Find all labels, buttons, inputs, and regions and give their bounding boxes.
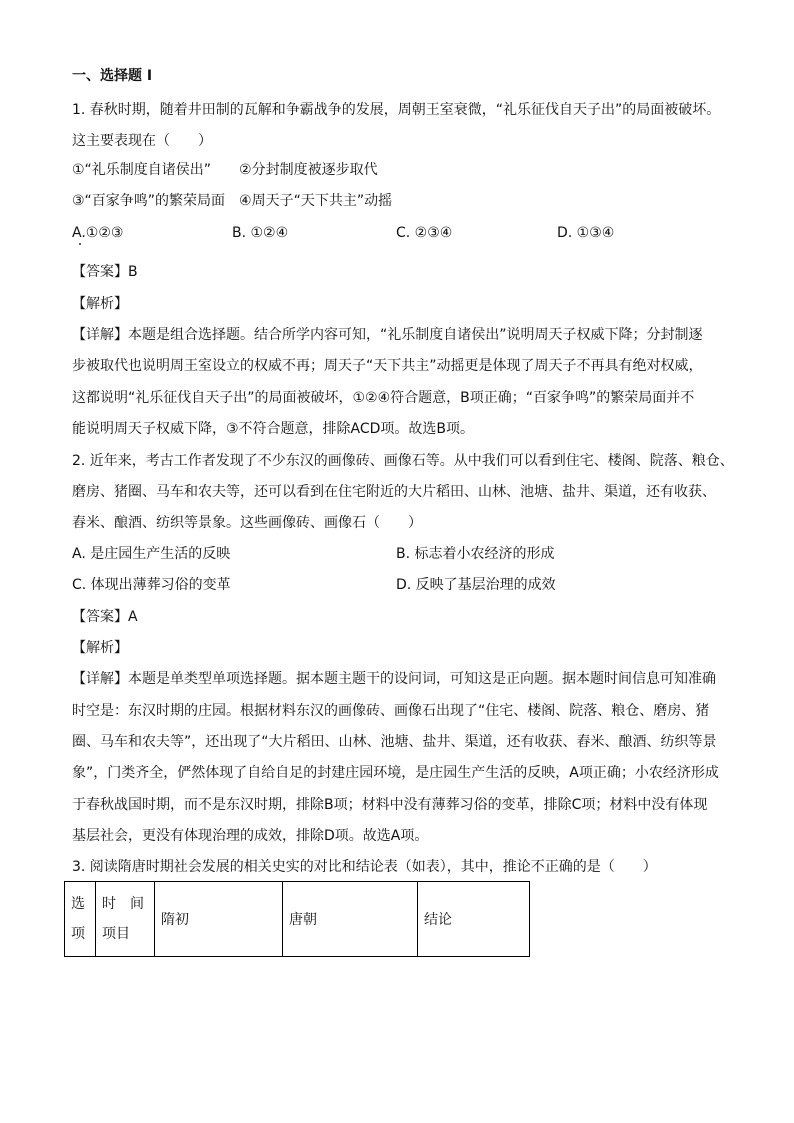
table-header-tang: 唐朝 bbox=[283, 882, 418, 957]
q2-detail-line: 基层社会，更没有体现治理的成效，排除D项。故选A项。 bbox=[72, 828, 429, 844]
q2-stem-line: 2. 近年来，考古工作者发现了不少东汉的画像砖、画像石等。从中我们可以看到住宅、楼阁、院落、粮仓、 bbox=[72, 453, 734, 469]
q1-detail-line: 【详解】本题是组合选择题。结合所学内容可知，“礼乐制度自诸侯出”说明周天子权威下降；分封制逐 bbox=[72, 327, 703, 343]
q1-option-a: A.①②③ bbox=[72, 225, 124, 241]
q1-option-b: B. ①②④ bbox=[232, 225, 289, 241]
section-title: 一、选择题 I bbox=[72, 68, 153, 84]
q1-option-d: D. ①③④ bbox=[557, 225, 615, 241]
q1-option-c: C. ②③④ bbox=[396, 225, 453, 241]
q1-statements-line1: ①“礼乐制度自诸侯出” ②分封制度被逐步取代 bbox=[72, 162, 378, 178]
q2-answer: 【答案】A bbox=[72, 609, 138, 625]
q2-stem-line: 舂米、酿酒、纺织等景象。这些画像砖、画像石（ ） bbox=[72, 515, 422, 531]
q1-detail-line: 步被取代也说明周王室设立的权威不再；周天子“天下共主”动摇更是体现了周天子不再具有绝对权威， bbox=[72, 358, 703, 374]
q1-detail-line: 能说明周天子权威下降，③不符合题意，排除ACD项。故选B项。 bbox=[72, 421, 475, 437]
q1-answer: 【答案】B bbox=[72, 264, 138, 280]
table-header-row bbox=[65, 882, 530, 957]
q2-detail-line: 时空是：东汉时期的庄园。根据材料东汉的画像砖、画像石出现了“住宅、楼阁、院落、粮仓、磨房、猪 bbox=[72, 703, 710, 719]
q2-option-c: C. 体现出薄葬习俗的变革 bbox=[72, 577, 231, 593]
q1-detail-line: 这都说明“礼乐征伐自天子出”的局面被破坏，①②④符合题意，B项正确；“百家争鸣”的繁荣局面并不 bbox=[72, 390, 695, 406]
table-header-early-sui: 隋初 bbox=[155, 882, 283, 957]
q1-analysis-label: 【解析】 bbox=[72, 296, 128, 312]
q3-stem: 3. 阅读隋唐时期社会发展的相关史实的对比和结论表（如表），其中，推论不正确的是（ ） bbox=[72, 859, 657, 875]
table-header-conclusion: 结论 bbox=[418, 882, 530, 957]
q2-detail-line: 圈、马车和农夫等”，还出现了“大片稻田、山林、池塘、盐井、渠道，还有收获、舂米、酿酒、纺织等景 bbox=[72, 734, 717, 750]
q2-detail-line: 【详解】本题是单类型单项选择题。据本题主题干的设问词，可知这是正向题。据本题时间信息可知准确 bbox=[72, 671, 716, 687]
q1-stem-line1: 1. 春秋时期，随着井田制的瓦解和争霸战争的发展，周朝王室衰微，“礼乐征伐自天子出”的局面被破坏。 bbox=[72, 102, 721, 118]
q2-option-d: D. 反映了基层治理的成效 bbox=[396, 577, 556, 593]
table-header-item: 时 间 项目 bbox=[96, 882, 155, 957]
q2-detail-line: 象”，门类齐全，俨然体现了自给自足的封建庄园环境，是庄园生产生活的反映，A项正确；小农经济形成 bbox=[72, 765, 719, 781]
stray-dot bbox=[79, 243, 81, 245]
q1-statements-line2: ③“百家争鸣”的繁荣局面 ④周天子“天下共主”动摇 bbox=[72, 193, 393, 209]
q1-stem-line2: 这主要表现在（ ） bbox=[72, 133, 212, 149]
q2-option-b: B. 标志着小农经济的形成 bbox=[396, 546, 555, 562]
comparison-table bbox=[64, 881, 530, 957]
q2-option-a: A. 是庄园生产生活的反映 bbox=[72, 546, 231, 562]
q2-detail-line: 于春秋战国时期，而不是东汉时期，排除B项；材料中没有薄葬习俗的变革，排除C项；材料中没有体现 bbox=[72, 797, 708, 813]
q2-analysis-label: 【解析】 bbox=[72, 640, 128, 656]
table-header-option: 选项 bbox=[65, 882, 96, 957]
q2-stem-line: 磨房、猪圈、马车和农夫等，还可以看到在住宅附近的大片稻田、山林、池塘、盐井、渠道，还有收获、 bbox=[72, 484, 716, 500]
